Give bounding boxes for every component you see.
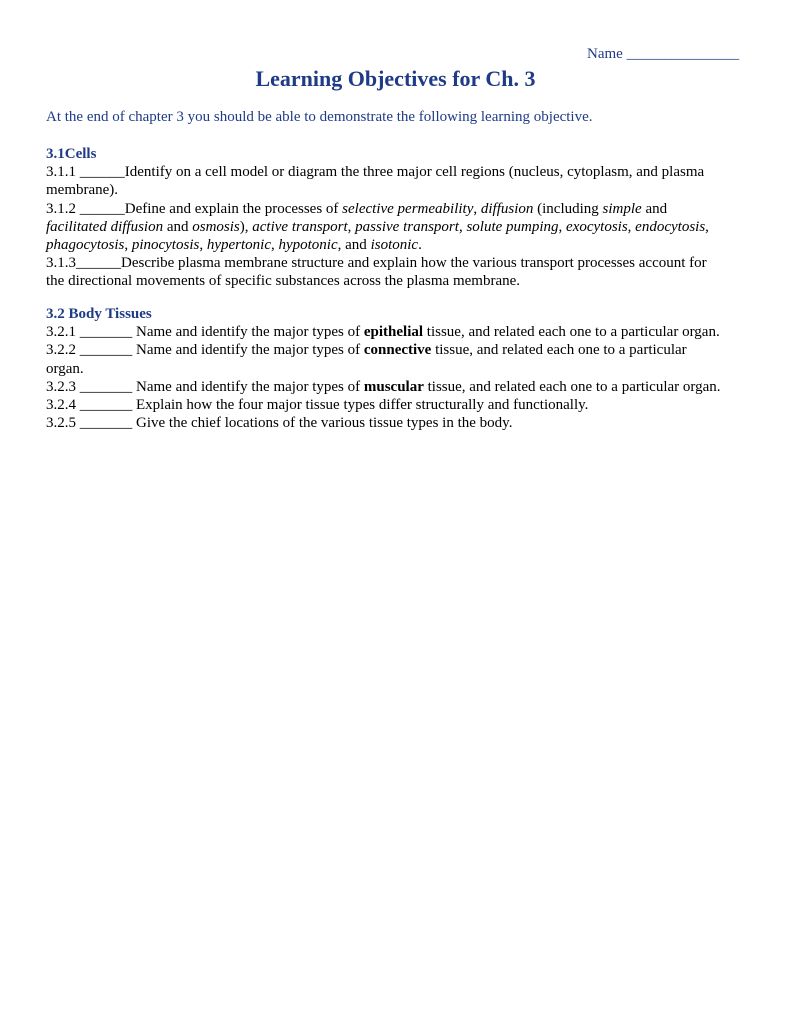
term-italic: endocytosis bbox=[635, 218, 706, 235]
term-italic: hypertonic bbox=[206, 237, 271, 254]
objective-3-1-2 bbox=[46, 200, 766, 255]
term-italic: solute pumping bbox=[466, 218, 559, 235]
section-heading-body-tissues: 3.2 Body Tissues bbox=[46, 306, 152, 322]
text-run: tissue, and related each one to a particular organ. bbox=[423, 378, 721, 395]
objective-line: membrane). bbox=[46, 182, 119, 199]
objective-line bbox=[46, 218, 766, 236]
page-title: Learning Objectives for Ch. 3 bbox=[255, 66, 536, 91]
objective-line: 3.1.1 ______Identify on a cell model or diagram the three major cell regions (nucleus, cytoplasm, and plasma bbox=[46, 164, 705, 181]
term-bold: epithelial bbox=[363, 324, 424, 341]
text-run: and bbox=[163, 218, 193, 235]
text-run: , bbox=[270, 237, 279, 254]
objective-line: organ. bbox=[46, 360, 84, 377]
section-cells bbox=[46, 145, 766, 291]
term-italic: simple bbox=[602, 200, 642, 217]
objective-3-2-2 bbox=[46, 341, 766, 377]
text-run: and bbox=[641, 200, 668, 217]
text-run: , bbox=[558, 218, 567, 235]
term-italic: selective permeability bbox=[342, 200, 474, 217]
term-italic: phagocytosis bbox=[46, 237, 125, 254]
objective-line bbox=[46, 200, 766, 218]
text-run: 3.2.3 _______ Name and identify the major types of bbox=[46, 378, 364, 395]
text-run: 3.2.2 _______ Name and identify the major types of bbox=[46, 342, 364, 359]
section-body-tissues bbox=[46, 305, 766, 432]
objective-3-2-1 bbox=[46, 323, 766, 341]
text-run: , bbox=[473, 200, 481, 217]
text-run: tissue, and related each one to a particular organ. bbox=[423, 324, 720, 341]
term-italic: exocytosis bbox=[566, 218, 628, 235]
objective-line: 3.1.3______Describe plasma membrane structure and explain how the various transport processes account for bbox=[46, 255, 707, 272]
text-run: , bbox=[124, 237, 132, 254]
objective-3-1-1 bbox=[46, 163, 766, 199]
term-italic: passive transport bbox=[355, 218, 459, 235]
term-italic: osmosis bbox=[192, 218, 240, 235]
text-run: , and bbox=[337, 237, 371, 254]
text-run: , bbox=[705, 218, 709, 235]
objective-3-2-3 bbox=[46, 378, 766, 396]
term-italic: diffusion bbox=[480, 200, 534, 217]
text-run: , bbox=[458, 218, 467, 235]
term-bold: muscular bbox=[363, 378, 424, 395]
objective-line: the directional movements of specific substances across the plasma membrane. bbox=[46, 273, 521, 290]
objective-3-2-5: 3.2.5 _______ Give the chief locations of the various tissue types in the body. bbox=[46, 415, 513, 432]
term-italic: facilitated diffusion bbox=[46, 218, 164, 235]
term-bold: connective bbox=[363, 342, 432, 359]
text-run: 3.1.2 ______Define and explain the processes of bbox=[46, 200, 343, 217]
objective-line bbox=[46, 341, 766, 359]
text-run: , bbox=[199, 237, 207, 254]
term-italic: hypotonic bbox=[278, 237, 338, 254]
text-run: 3.2.1 _______ Name and identify the major types of bbox=[46, 324, 364, 341]
term-italic: pinocytosis bbox=[131, 237, 200, 254]
objective-line bbox=[46, 236, 766, 254]
term-italic: active transport bbox=[252, 218, 348, 235]
text-run: , bbox=[347, 218, 356, 235]
text-run: , bbox=[627, 218, 636, 235]
term-italic: isotonic bbox=[370, 237, 419, 254]
text-run: . bbox=[418, 237, 422, 254]
objective-3-1-3 bbox=[46, 254, 766, 290]
name-field-label: Name _______________ bbox=[587, 46, 740, 62]
intro-text: At the end of chapter 3 you should be able to demonstrate the following learning objective. bbox=[46, 109, 593, 125]
text-run: ), bbox=[239, 218, 253, 235]
text-run: (including bbox=[533, 200, 603, 217]
section-heading-cells: 3.1Cells bbox=[46, 146, 97, 162]
text-run: tissue, and related each one to a particular bbox=[431, 342, 687, 359]
objective-3-2-4: 3.2.4 _______ Explain how the four major tissue types differ structurally and functionally. bbox=[46, 397, 589, 414]
